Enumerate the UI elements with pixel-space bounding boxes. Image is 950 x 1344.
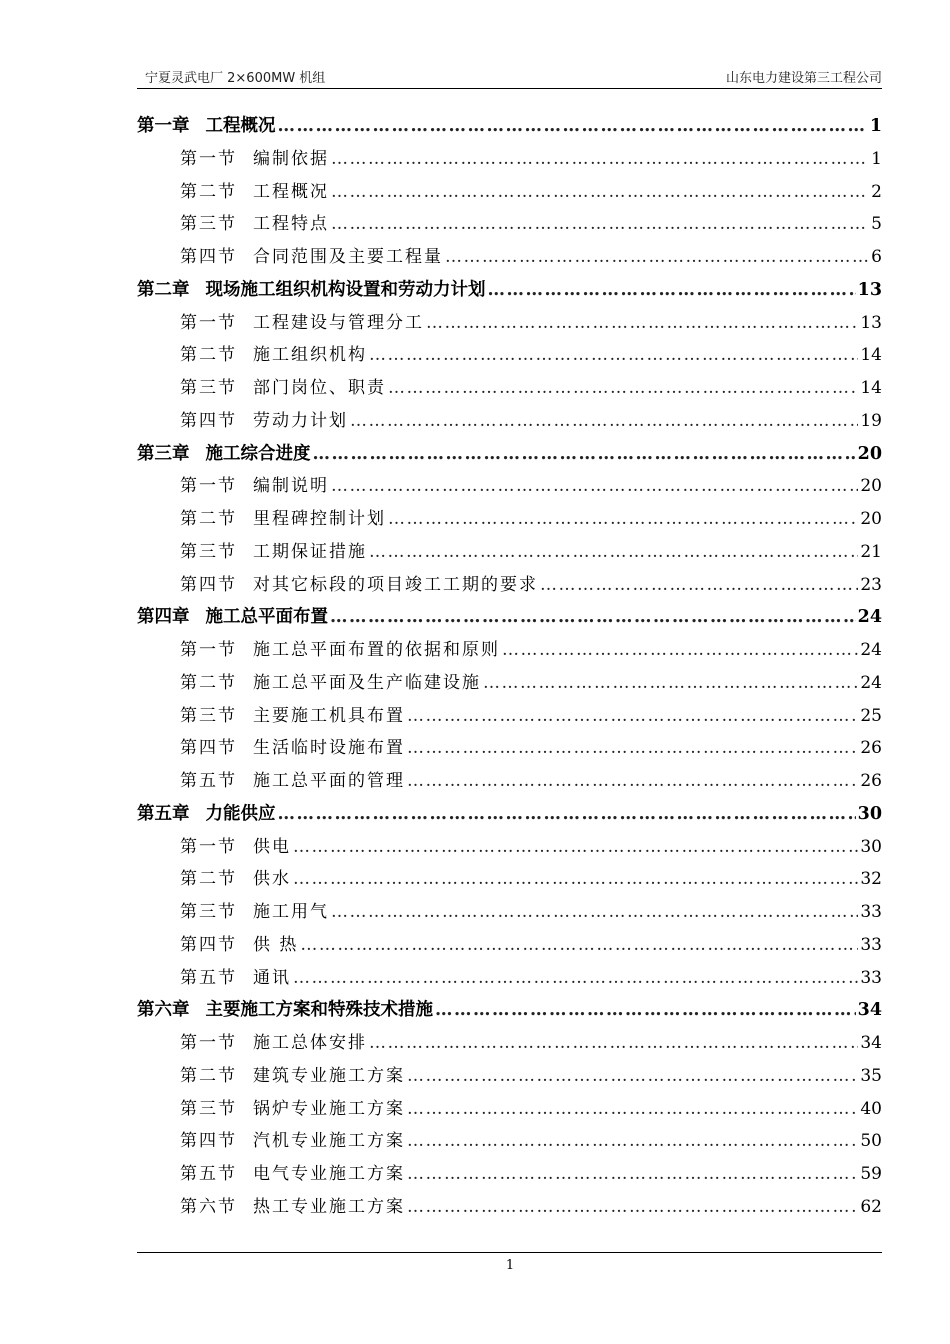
toc-entry-page: 24 xyxy=(860,672,882,693)
toc-dot-leader xyxy=(488,274,856,307)
toc-entry-label xyxy=(180,765,405,798)
toc-entry-title: 生活临时设施布置 xyxy=(253,738,405,759)
toc-entry-label xyxy=(180,143,329,176)
toc-entry-number: 第三节 xyxy=(180,902,237,922)
toc-entry-label xyxy=(180,176,329,209)
toc-entry-title: 力能供应 xyxy=(205,803,276,824)
toc-entry-title: 部门岗位、职责 xyxy=(253,378,386,398)
toc-chapter-entry[interactable] xyxy=(137,438,882,471)
toc-entry-page: 13 xyxy=(857,279,882,300)
toc-entry-label xyxy=(180,569,538,602)
toc-section-entry[interactable] xyxy=(137,634,882,667)
toc-chapter-entry[interactable] xyxy=(137,601,882,634)
toc-entry-page: 30 xyxy=(860,836,882,857)
toc-entry-page: 33 xyxy=(860,902,882,922)
toc-entry-number: 第六节 xyxy=(180,1196,237,1217)
toc-section-entry[interactable] xyxy=(137,307,882,340)
toc-entry-page: 20 xyxy=(860,476,882,497)
toc-section-entry[interactable] xyxy=(137,143,882,176)
toc-entry-label xyxy=(180,1060,405,1093)
toc-entry-label xyxy=(180,634,500,667)
toc-entry-page: 24 xyxy=(860,640,882,660)
toc-entry-number: 第三章 xyxy=(137,443,190,464)
toc-dot-leader xyxy=(300,929,858,962)
toc-section-entry[interactable] xyxy=(137,700,882,733)
toc-entry-page: 14 xyxy=(860,378,882,398)
toc-entry-number: 第二节 xyxy=(180,869,237,890)
toc-section-entry[interactable] xyxy=(137,831,882,864)
toc-entry-page: 25 xyxy=(860,705,882,726)
toc-entry-title: 里程碑控制计划 xyxy=(253,509,386,529)
toc-section-entry[interactable] xyxy=(137,929,882,962)
toc-entry-title: 主要施工方案和特殊技术措施 xyxy=(205,1000,433,1021)
toc-entry-number: 第一节 xyxy=(180,836,237,857)
toc-entry-title: 施工总平面布置 xyxy=(205,607,328,628)
toc-entry-title: 施工用气 xyxy=(253,902,329,922)
toc-entry-title: 现场施工组织机构设置和劳动力计划 xyxy=(205,279,486,300)
toc-entry-number: 第六章 xyxy=(137,1000,190,1021)
toc-entry-title: 编制说明 xyxy=(253,476,329,497)
toc-entry-number: 第一节 xyxy=(180,148,237,169)
toc-entry-number: 第二节 xyxy=(180,1065,237,1086)
toc-dot-leader xyxy=(407,765,858,798)
toc-entry-page: 1 xyxy=(869,116,882,136)
toc-entry-number: 第五节 xyxy=(180,771,237,791)
toc-entry-number: 第四节 xyxy=(180,574,237,595)
toc-entry-number: 第一节 xyxy=(180,1033,237,1053)
toc-chapter-entry[interactable] xyxy=(137,798,882,831)
toc-entry-number: 第一章 xyxy=(137,116,190,136)
toc-dot-leader xyxy=(330,601,856,634)
toc-entry-label xyxy=(180,962,291,995)
toc-dot-leader xyxy=(369,1027,858,1060)
toc-section-entry[interactable] xyxy=(137,1158,882,1191)
toc-chapter-entry[interactable] xyxy=(137,274,882,307)
toc-section-entry[interactable] xyxy=(137,732,882,765)
toc-entry-label xyxy=(180,1158,405,1191)
toc-section-entry[interactable] xyxy=(137,1060,882,1093)
toc-entry-page: 20 xyxy=(857,443,882,464)
toc-entry-title: 供电 xyxy=(253,836,291,857)
toc-dot-leader xyxy=(331,176,869,209)
toc-entry-title: 工程建设与管理分工 xyxy=(253,312,424,333)
toc-entry-title: 工程概况 xyxy=(205,116,276,136)
toc-section-entry[interactable] xyxy=(137,1027,882,1060)
toc-section-entry[interactable] xyxy=(137,405,882,438)
toc-entry-number: 第一节 xyxy=(180,476,237,497)
toc-dot-leader xyxy=(278,798,856,831)
toc-entry-title: 主要施工机具布置 xyxy=(253,705,405,726)
toc-section-entry[interactable] xyxy=(137,896,882,929)
toc-dot-leader xyxy=(293,863,858,896)
page-number: 1 xyxy=(505,1258,515,1273)
toc-entry-page: 24 xyxy=(857,607,882,628)
toc-dot-leader xyxy=(350,405,858,438)
toc-entry-label xyxy=(180,307,424,340)
toc-entry-label xyxy=(180,470,329,503)
toc-entry-label xyxy=(180,732,405,765)
toc-section-entry[interactable] xyxy=(137,667,882,700)
page-header xyxy=(137,64,882,89)
toc-dot-leader xyxy=(407,1191,858,1224)
toc-entry-number: 第四节 xyxy=(180,247,237,267)
toc-entry-title: 供 热 xyxy=(253,934,299,955)
header-company-name: 山东电力建设第三工程公司 xyxy=(725,71,882,86)
toc-dot-leader xyxy=(407,1060,858,1093)
toc-entry-label xyxy=(180,503,386,536)
toc-entry-page: 6 xyxy=(871,247,882,267)
toc-entry-number: 第四章 xyxy=(137,607,190,628)
toc-entry-number: 第四节 xyxy=(180,410,237,431)
toc-entry-title: 施工总平面布置的依据和原则 xyxy=(253,640,500,660)
toc-entry-number: 第三节 xyxy=(180,1098,237,1119)
toc-section-entry[interactable] xyxy=(137,765,882,798)
toc-entry-number: 第二章 xyxy=(137,279,190,300)
toc-entry-page: 13 xyxy=(860,312,882,333)
toc-entry-page: 34 xyxy=(860,1033,882,1053)
toc-entry-number: 第二节 xyxy=(180,672,237,693)
toc-entry-label xyxy=(180,700,405,733)
toc-dot-leader xyxy=(407,1158,858,1191)
toc-entry-page: 5 xyxy=(871,214,882,235)
toc-entry-page: 19 xyxy=(860,410,882,431)
toc-entry-number: 第三节 xyxy=(180,214,237,235)
toc-entry-page: 50 xyxy=(860,1131,882,1152)
toc-entry-title: 对其它标段的项目竣工工期的要求 xyxy=(253,574,538,595)
toc-entry-page: 26 xyxy=(860,771,882,791)
toc-entry-title: 汽机专业施工方案 xyxy=(253,1131,405,1152)
toc-section-entry[interactable] xyxy=(137,863,882,896)
toc-entry-label xyxy=(180,405,348,438)
toc-entry-number: 第五章 xyxy=(137,803,190,824)
toc-dot-leader xyxy=(435,994,856,1027)
toc-section-entry[interactable] xyxy=(137,962,882,995)
toc-entry-label xyxy=(137,274,486,307)
toc-entry-title: 施工总平面及生产临建设施 xyxy=(253,672,481,693)
toc-section-entry[interactable] xyxy=(137,1093,882,1126)
toc-entry-number: 第三节 xyxy=(180,705,237,726)
toc-dot-leader xyxy=(331,208,869,241)
toc-dot-leader xyxy=(388,503,858,536)
toc-dot-leader xyxy=(407,1093,858,1126)
toc-entry-number: 第二节 xyxy=(180,509,237,529)
toc-dot-leader xyxy=(388,372,858,405)
footer-divider xyxy=(137,1252,882,1253)
toc-dot-leader xyxy=(407,1125,858,1158)
toc-entry-label xyxy=(180,1191,405,1224)
toc-entry-label xyxy=(137,438,311,471)
toc-entry-page: 59 xyxy=(860,1164,882,1184)
toc-entry-label xyxy=(180,1027,367,1060)
toc-dot-leader xyxy=(293,962,858,995)
toc-entry-title: 建筑专业施工方案 xyxy=(253,1065,405,1086)
toc-entry-title: 施工总平面的管理 xyxy=(253,771,405,791)
table-of-contents xyxy=(137,110,882,1224)
toc-entry-number: 第五节 xyxy=(180,967,237,988)
toc-entry-title: 劳动力计划 xyxy=(253,410,348,431)
toc-dot-leader xyxy=(313,438,856,471)
toc-entry-label xyxy=(180,831,291,864)
toc-entry-title: 施工综合进度 xyxy=(205,443,311,464)
toc-entry-label xyxy=(180,863,291,896)
toc-section-entry[interactable] xyxy=(137,241,882,274)
toc-entry-number: 第一节 xyxy=(180,312,237,333)
toc-entry-title: 工期保证措施 xyxy=(253,541,367,562)
toc-entry-label xyxy=(137,110,276,143)
toc-entry-title: 供水 xyxy=(253,869,291,890)
toc-entry-page: 33 xyxy=(860,934,882,955)
toc-entry-page: 34 xyxy=(857,1000,882,1021)
toc-dot-leader xyxy=(445,241,869,274)
toc-entry-page: 26 xyxy=(860,738,882,759)
toc-entry-number: 第五节 xyxy=(180,1164,237,1184)
toc-entry-page: 20 xyxy=(860,509,882,529)
toc-entry-number: 第三节 xyxy=(180,378,237,398)
toc-entry-title: 施工组织机构 xyxy=(253,345,367,366)
toc-entry-title: 通讯 xyxy=(253,967,291,988)
toc-dot-leader xyxy=(331,143,869,176)
toc-entry-page: 23 xyxy=(860,574,882,595)
toc-dot-leader xyxy=(369,339,858,372)
toc-dot-leader xyxy=(540,569,858,602)
toc-entry-label xyxy=(180,208,329,241)
toc-entry-page: 2 xyxy=(871,181,882,202)
toc-dot-leader xyxy=(407,732,858,765)
toc-section-entry[interactable] xyxy=(137,1125,882,1158)
toc-entry-label xyxy=(180,929,298,962)
toc-entry-label xyxy=(180,1093,405,1126)
toc-chapter-entry[interactable] xyxy=(137,994,882,1027)
toc-dot-leader xyxy=(278,110,868,143)
toc-section-entry[interactable] xyxy=(137,372,882,405)
toc-section-entry[interactable] xyxy=(137,176,882,209)
toc-entry-label xyxy=(137,798,276,831)
toc-dot-leader xyxy=(331,896,858,929)
toc-section-entry[interactable] xyxy=(137,208,882,241)
toc-entry-number: 第四节 xyxy=(180,1131,237,1152)
toc-entry-label xyxy=(180,667,481,700)
toc-entry-title: 合同范围及主要工程量 xyxy=(253,247,443,267)
toc-chapter-entry[interactable] xyxy=(137,110,882,143)
toc-entry-label xyxy=(137,601,328,634)
toc-section-entry[interactable] xyxy=(137,339,882,372)
toc-entry-label xyxy=(180,241,443,274)
header-project-title: 宁夏灵武电厂 2×600MW 机组 xyxy=(145,71,326,86)
toc-entry-page: 62 xyxy=(860,1196,882,1217)
toc-entry-title: 锅炉专业施工方案 xyxy=(253,1098,405,1119)
toc-entry-page: 40 xyxy=(860,1098,882,1119)
toc-section-entry[interactable] xyxy=(137,470,882,503)
toc-dot-leader xyxy=(483,667,858,700)
toc-entry-page: 35 xyxy=(860,1065,882,1086)
toc-dot-leader xyxy=(331,470,858,503)
toc-entry-title: 热工专业施工方案 xyxy=(253,1196,405,1217)
toc-dot-leader xyxy=(369,536,858,569)
toc-entry-page: 14 xyxy=(860,345,882,366)
toc-entry-number: 第三节 xyxy=(180,541,237,562)
toc-entry-title: 电气专业施工方案 xyxy=(253,1164,405,1184)
toc-section-entry[interactable] xyxy=(137,569,882,602)
toc-entry-number: 第二节 xyxy=(180,181,237,202)
toc-dot-leader xyxy=(426,307,858,340)
toc-entry-label xyxy=(180,896,329,929)
toc-entry-title: 工程概况 xyxy=(253,181,329,202)
toc-entry-page: 1 xyxy=(871,148,882,169)
toc-entry-number: 第四节 xyxy=(180,738,237,759)
toc-entry-title: 编制依据 xyxy=(253,148,329,169)
toc-entry-number: 第四节 xyxy=(180,934,237,955)
toc-entry-page: 21 xyxy=(860,541,882,562)
toc-entry-label xyxy=(180,536,367,569)
toc-section-entry[interactable] xyxy=(137,503,882,536)
toc-entry-label xyxy=(180,339,367,372)
toc-dot-leader xyxy=(502,634,858,667)
toc-entry-number: 第一节 xyxy=(180,640,237,660)
toc-section-entry[interactable] xyxy=(137,1191,882,1224)
toc-dot-leader xyxy=(293,831,858,864)
toc-entry-title: 施工总体安排 xyxy=(253,1033,367,1053)
toc-entry-label xyxy=(180,1125,405,1158)
toc-entry-page: 33 xyxy=(860,967,882,988)
toc-entry-label xyxy=(180,372,386,405)
toc-entry-label xyxy=(137,994,433,1027)
toc-entry-page: 32 xyxy=(860,869,882,890)
toc-entry-page: 30 xyxy=(857,803,882,824)
toc-entry-number: 第二节 xyxy=(180,345,237,366)
toc-dot-leader xyxy=(407,700,858,733)
toc-section-entry[interactable] xyxy=(137,536,882,569)
toc-entry-title: 工程特点 xyxy=(253,214,329,235)
